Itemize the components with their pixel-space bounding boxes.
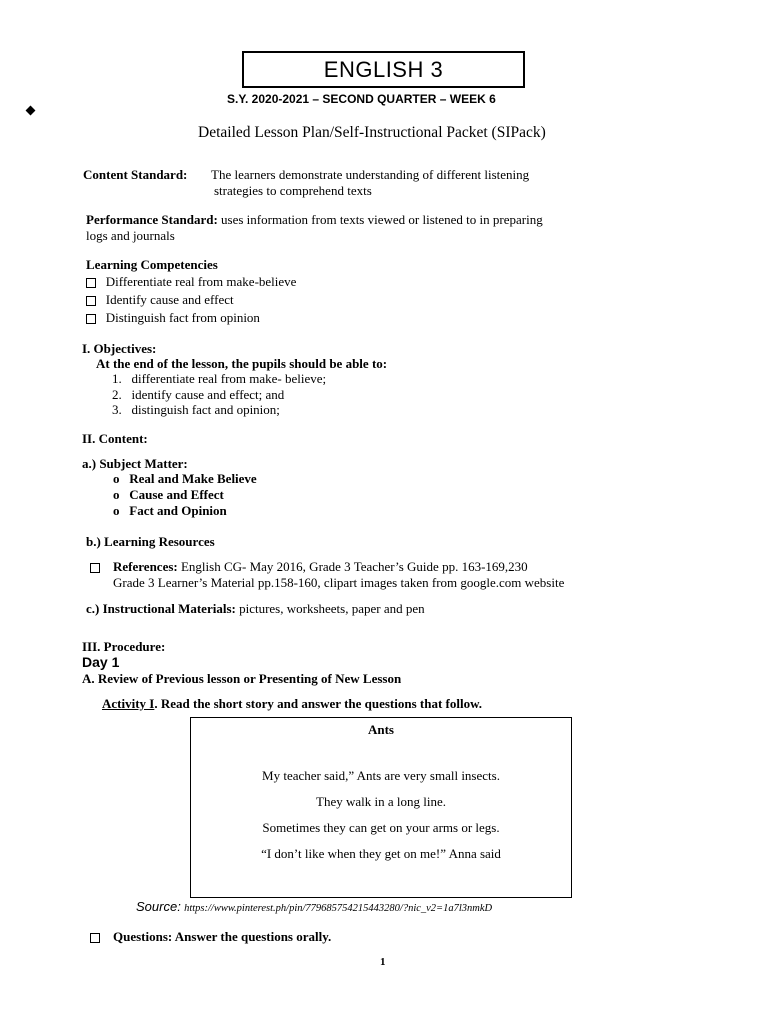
materials-label: c.) Instructional Materials: xyxy=(86,601,236,616)
topic-item: o Cause and Effect xyxy=(113,487,224,502)
source-line xyxy=(136,899,492,915)
page-number: 1 xyxy=(380,956,386,968)
checkbox-bullet-icon xyxy=(86,314,96,324)
content-standard-text-2: strategies to comprehend texts xyxy=(214,183,372,198)
o-bullet-icon: o xyxy=(113,487,120,502)
questions-text: Questions: Answer the questions orally. xyxy=(113,929,332,944)
procedure-heading: III. Procedure: xyxy=(82,639,166,654)
diamond-bullet-icon xyxy=(26,106,36,116)
checkbox-bullet-icon xyxy=(90,933,100,943)
o-bullet-icon: o xyxy=(113,503,120,518)
references-label: References: xyxy=(113,559,178,574)
objectives-intro: At the end of the lesson, the pupils should be able to: xyxy=(96,356,388,371)
day-heading: Day 1 xyxy=(82,654,120,670)
content-standard-label: Content Standard: xyxy=(83,167,188,182)
performance-standard xyxy=(86,212,543,228)
source-url: https://www.pinterest.ph/pin/779685754215443280/?nic_v2=1a7l3nmkD xyxy=(184,903,493,914)
competency-item: Differentiate real from make-believe xyxy=(86,274,296,290)
checkbox-bullet-icon xyxy=(90,563,100,573)
competency-item: Identify cause and effect xyxy=(86,292,234,308)
objective-item: 1. differentiate real from make- believe; xyxy=(112,371,327,386)
performance-standard-text-2: logs and journals xyxy=(86,228,175,243)
activity-instruction xyxy=(102,696,482,712)
performance-standard-text-1: uses information from texts viewed or listened to in preparing xyxy=(221,212,543,227)
story-line: “I don’t like when they get on me!” Anna said xyxy=(261,846,501,861)
objective-item: 2. identify cause and effect; and xyxy=(112,387,285,402)
subject-title: ENGLISH 3 xyxy=(242,51,525,88)
materials-text: pictures, worksheets, paper and pen xyxy=(239,601,425,616)
checkbox-bullet-icon xyxy=(86,296,96,306)
review-heading: A. Review of Previous lesson or Presenting of New Lesson xyxy=(82,671,402,686)
competencies-heading: Learning Competencies xyxy=(86,257,218,272)
source-label: Source: xyxy=(136,899,181,914)
references-text-1: English CG- May 2016, Grade 3 Teacher’s Guide pp. 163-169,230 xyxy=(180,559,528,574)
competency-item: Distinguish fact from opinion xyxy=(86,310,260,326)
instructional-materials xyxy=(86,601,425,617)
story-line: My teacher said,” Ants are very small insects. xyxy=(262,768,500,783)
content-standard-text-1: The learners demonstrate understanding of different listening xyxy=(211,167,530,182)
learning-resources-label: b.) Learning Resources xyxy=(86,534,215,549)
activity-text: . Read the short story and answer the questions that follow. xyxy=(154,696,483,711)
story-title: Ants xyxy=(367,722,394,737)
objectives-heading: I. Objectives: xyxy=(82,341,157,356)
o-bullet-icon: o xyxy=(113,471,120,486)
packet-title: Detailed Lesson Plan/Self-Instructional Packet (SIPack) xyxy=(198,124,546,141)
subject-matter-label: a.) Subject Matter: xyxy=(82,456,188,471)
activity-label: Activity I xyxy=(102,696,155,711)
questions-line xyxy=(90,929,331,945)
story-box xyxy=(190,717,572,898)
school-year: S.Y. 2020-2021 – SECOND QUARTER – WEEK 6 xyxy=(227,92,496,106)
references-text-2: Grade 3 Learner’s Material pp.158-160, clipart images taken from google.com website xyxy=(113,575,565,590)
story-line: They walk in a long line. xyxy=(316,794,446,809)
content-heading: II. Content: xyxy=(82,431,148,446)
performance-standard-label: Performance Standard: xyxy=(86,212,218,227)
topic-item: o Fact and Opinion xyxy=(113,503,227,518)
story-line: Sometimes they can get on your arms or legs. xyxy=(262,820,500,835)
objective-item: 3. distinguish fact and opinion; xyxy=(112,402,280,417)
topic-item: o Real and Make Believe xyxy=(113,471,257,486)
checkbox-bullet-icon xyxy=(86,278,96,288)
references xyxy=(90,559,528,575)
